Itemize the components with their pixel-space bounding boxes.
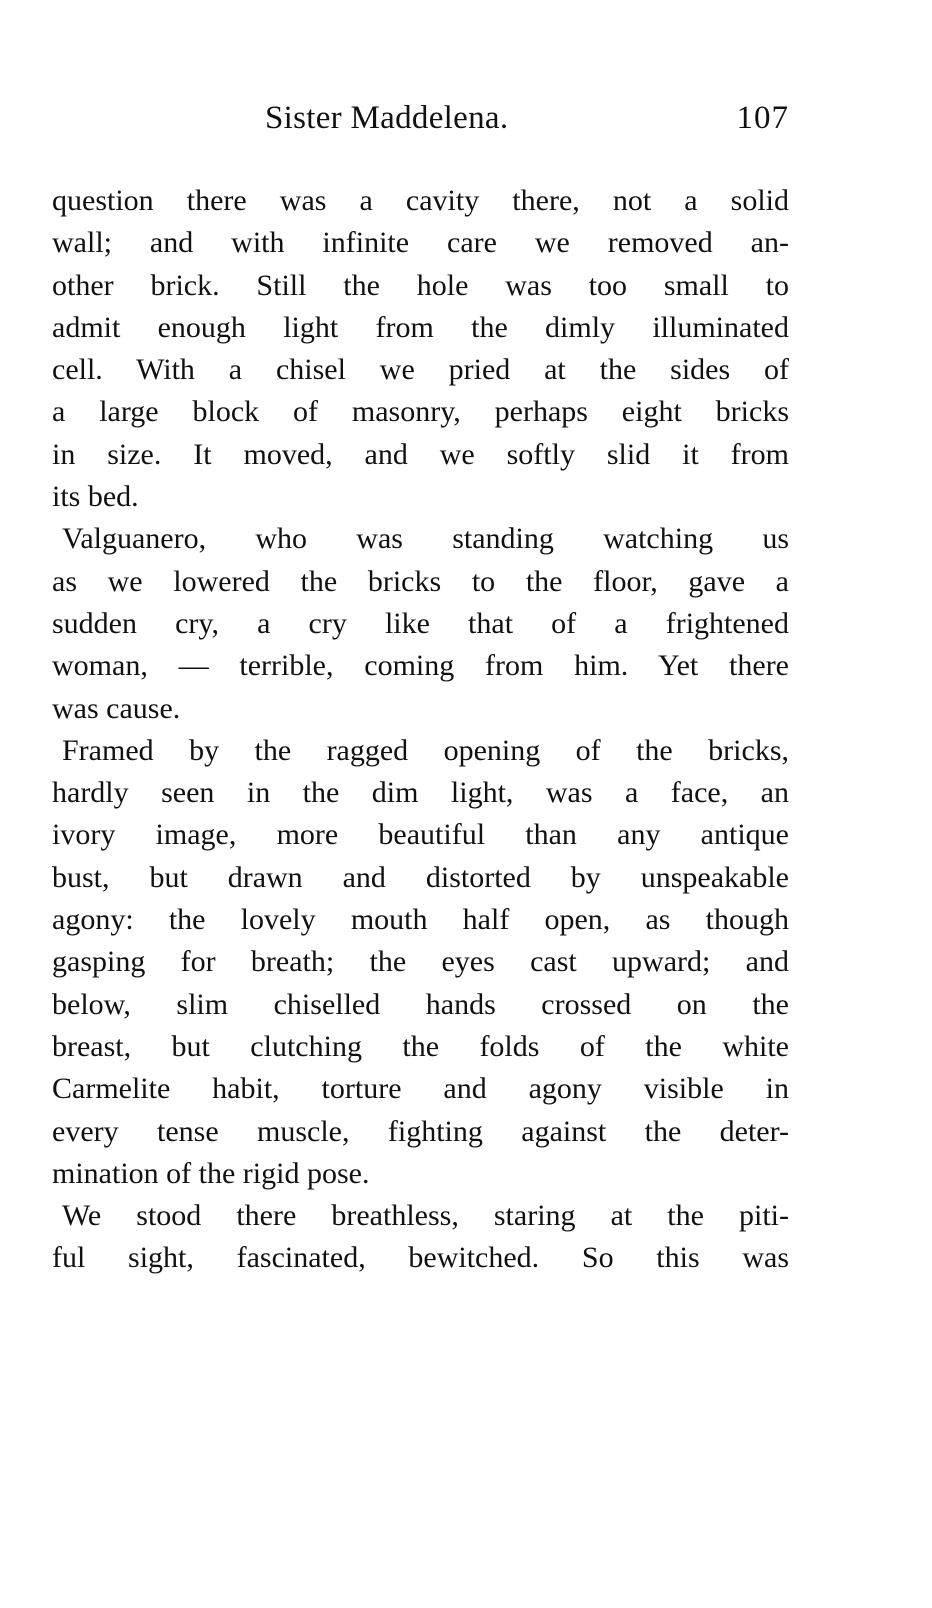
paragraph (52, 518, 789, 729)
running-title: Sister Maddelena. (265, 100, 509, 136)
text-line: Carmelite habit, torture and agony visible in (52, 1072, 789, 1106)
text-line: bust, but drawn and distorted by unspeakable (52, 860, 789, 894)
text-line: ivory image, more beautiful than any antique (52, 818, 789, 852)
text-line: question there was a cavity there, not a solid (52, 184, 789, 217)
paragraph (52, 730, 789, 1195)
text-line: mination of the rigid pose. (52, 1156, 370, 1190)
text-line: agony: the lovely mouth half open, as though (52, 903, 789, 937)
text-line: other brick. Still the hole was too small to (52, 268, 789, 302)
text-line: admit enough light from the dimly illuminated (52, 310, 789, 344)
page-number: 107 (736, 100, 789, 136)
text-line: gasping for breath; the eyes cast upward; and (52, 945, 789, 979)
text-line: sudden cry, a cry like that of a frightened (52, 606, 789, 640)
text-line: as we lowered the bricks to the floor, gave a (52, 564, 789, 598)
text-line: woman, — terrible, coming from him. Yet there (52, 649, 789, 683)
page-body (52, 180, 789, 1280)
text-line: every tense muscle, fighting against the deter- (52, 1114, 789, 1148)
text-line: wall; and with infinite care we removed an- (52, 226, 789, 260)
text-line: ful sight, fascinated, bewitched. So this was (52, 1241, 789, 1275)
page-header (52, 100, 789, 150)
paragraph (52, 1195, 789, 1280)
text-line: Valguanero, who was standing watching us (62, 522, 789, 556)
text-line: hardly seen in the dim light, was a face, an (52, 776, 789, 810)
text-line: its bed. (52, 480, 139, 514)
text-line: Framed by the ragged opening of the bricks, (62, 733, 789, 767)
text-line: was cause. (52, 691, 181, 725)
text-line: We stood there breathless, staring at the piti- (62, 1199, 789, 1233)
text-line: in size. It moved, and we softly slid it from (52, 437, 789, 471)
paragraph (52, 180, 789, 518)
text-line: breast, but clutching the folds of the white (52, 1029, 789, 1063)
text-line: a large block of masonry, perhaps eight bricks (52, 395, 789, 429)
text-line: below, slim chiselled hands crossed on the (52, 987, 789, 1021)
text-line: cell. With a chisel we pried at the sides of (52, 353, 789, 387)
